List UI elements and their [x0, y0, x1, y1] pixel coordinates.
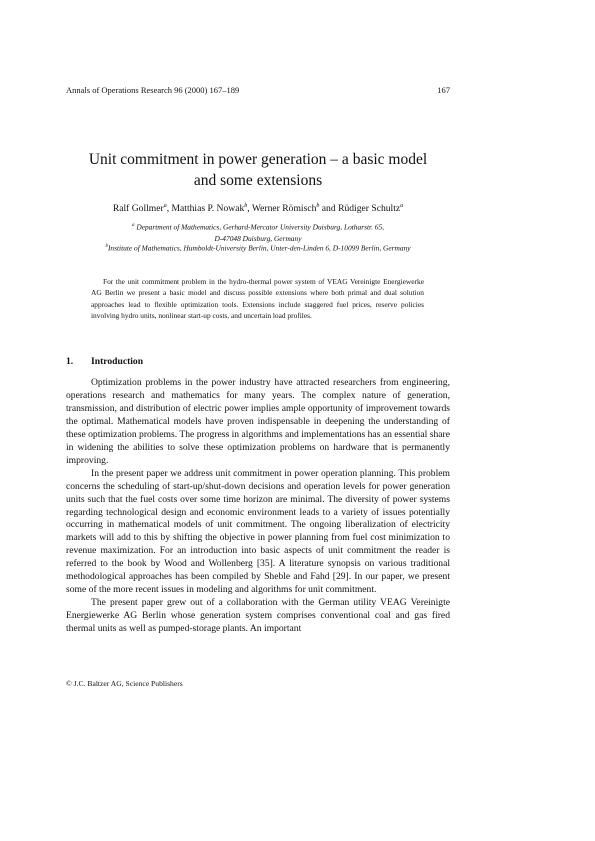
running-head	[66, 85, 450, 95]
paper-title	[66, 149, 450, 191]
author-name: Matthias P. Nowak	[171, 203, 245, 215]
copyright-footer: © J.C. Baltzer AG, Science Publishers	[66, 679, 183, 688]
author-affiliation-mark: a	[400, 203, 404, 209]
journal-citation: Annals of Operations Research 96 (2000) 167–189	[66, 85, 240, 95]
section-title: Introduction	[91, 356, 144, 367]
title-line-1: Unit commitment in power generation – a basic model	[88, 151, 428, 168]
paragraph: The present paper grew out of a collaboration with the German utility VEAG Vereinigte Energiewerke AG Berlin whose generation system comprises conventional coal and gas fired thermal units as well as pumped-storage plants. An important	[66, 597, 450, 635]
affiliation-mark: a	[132, 223, 135, 228]
author-name: Rüdiger Schultz	[338, 203, 401, 215]
author-name: Werner Römisch	[251, 203, 317, 215]
affiliation-text: Institute of Mathematics, Humboldt-University Berlin, Unter-den-Linden 6, D-10099 Berlin, Germany	[107, 243, 411, 253]
affiliation-text: Department of Mathematics, Gerhard-Mercator University Duisburg, Lotharstr. 65,	[136, 222, 384, 232]
page-number: 167	[437, 85, 450, 95]
paragraph: In the present paper we address unit commitment in power operation planning. This problem concerns the scheduling of start-up/shut-down decisions and operation levels for power generation units such that the fuel costs over some time horizon are minimal. The diversity of power systems regarding technological design and economic environment leads to a variety of issues potentially occurring in mathematical models of unit commitment. The ongoing liberalization of electricity markets will add to this by shifting the objective in power planning from fuel cost minimization to revenue maximization. For an introduction into basic aspects of unit commitment the reader is referred to the book by Wood and Wollenberg [35]. A literature synopsis on various traditional methodological approaches has been compiled by Sheble and Fahd [29]. In our paper, we present some of the more recent issues in modeling and algorithms for unit commitment.	[66, 467, 450, 596]
author-list: Ralf Gollmer$^a$, Matthias P. Nowak$^b$, Werner Römisch$^b$ and Rüdiger Schultz$^a$	[112, 203, 404, 215]
author-affiliation-mark: a	[163, 203, 167, 209]
author-conjunction: and	[321, 203, 336, 215]
title-line-2: and some extensions	[193, 172, 323, 189]
section-heading	[66, 356, 143, 367]
paragraph: Optimization problems in the power industry have attracted researchers from engineering, operations research and mathematics for many years. The complex nature of generation, transmission, and distribution of electric power implies ample opportunity of improvement towards the optimal. Mathematical models have proven indispensable in deepening the understanding of these optimization problems. The progress in algorithms and implementations has an essential share in widening the abilities to solve these optimization problems on hardware that is permanently improving.	[66, 377, 450, 466]
section-number: 1.	[66, 356, 74, 367]
body-text	[66, 377, 450, 636]
author-affiliation-mark: b	[244, 203, 248, 209]
abstract: For the unit commitment problem in the hydro-thermal power system of VEAG Vereinigte Energiewerke AG Berlin we present a basic model and discuss possible extensions where both primal and dual solution approaches lead to flexible optimization tools. Extensions include staggered fuel prices, reserve policies involving hydro units, nonlinear start-up costs, and uncertain load profiles.	[91, 277, 424, 321]
author-affiliation-mark: b	[316, 203, 320, 209]
author-name: Ralf Gollmer	[112, 203, 164, 215]
affiliation-mark: b	[105, 244, 108, 249]
affiliation-b	[66, 241, 450, 254]
affiliation-text: D-47048 Duisburg, Germany	[214, 233, 302, 243]
